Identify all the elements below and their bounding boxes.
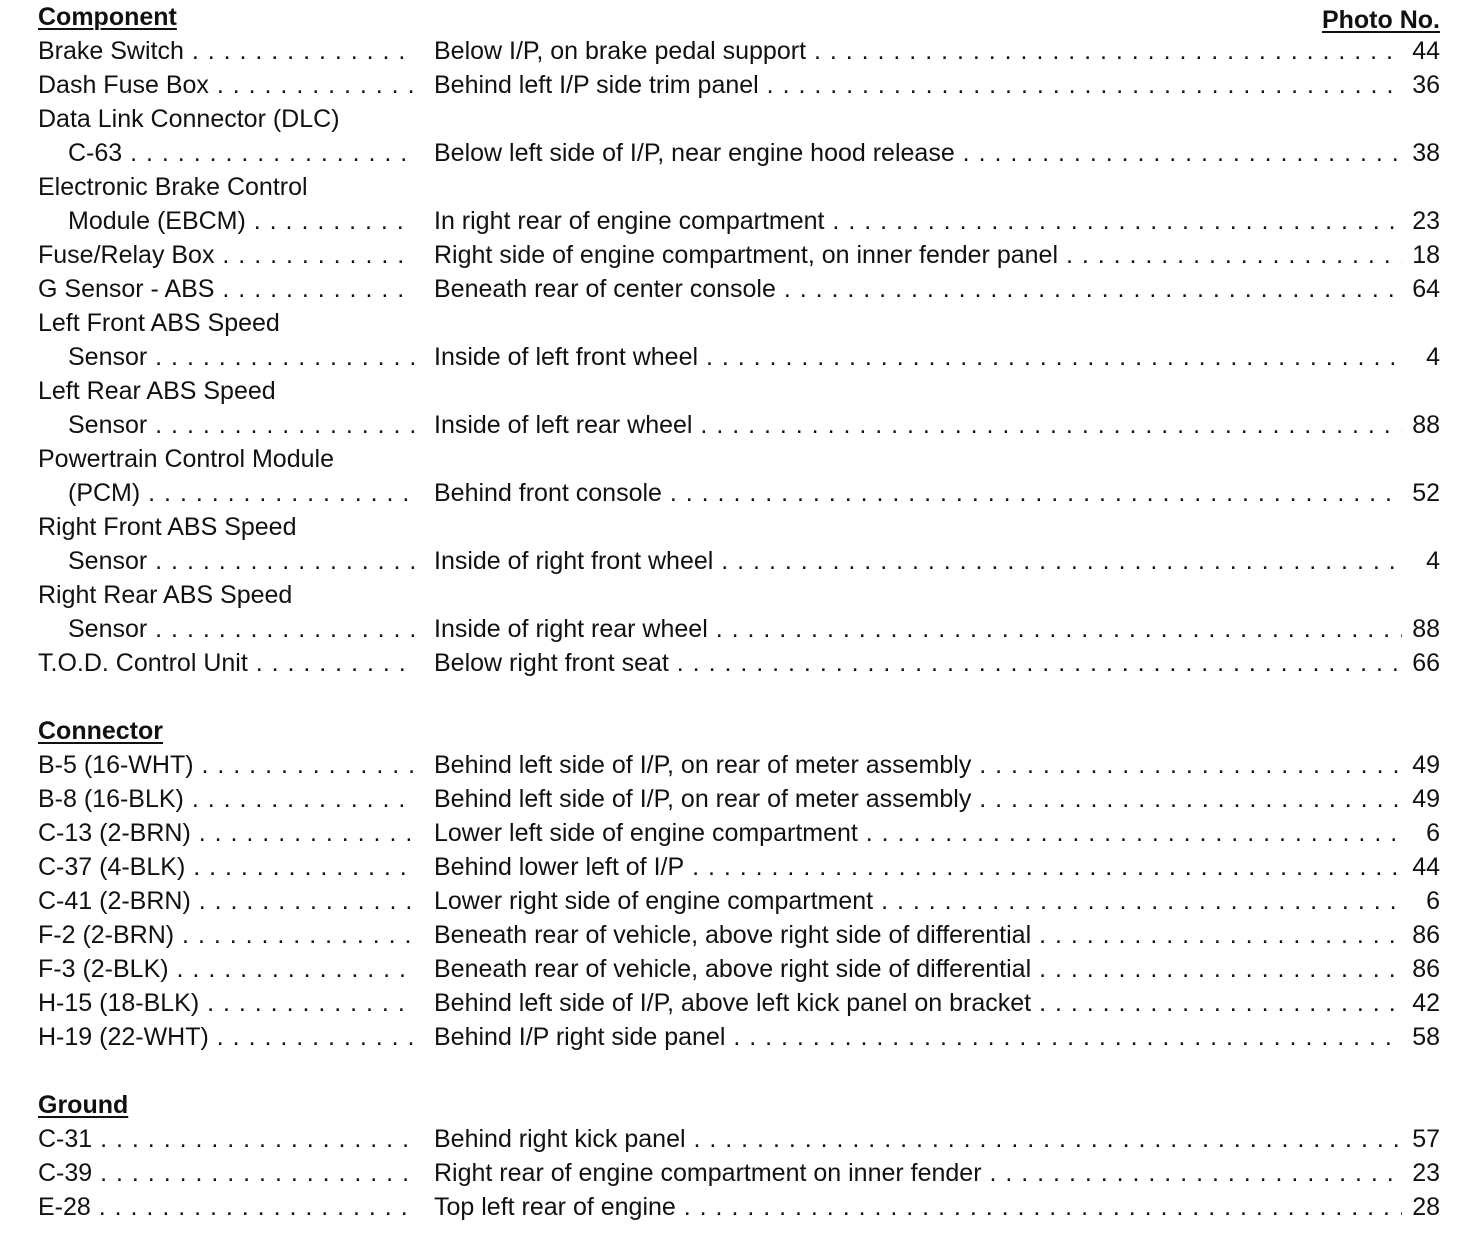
ground-location: Right rear of engine compartment on inner fender . . . (434, 1156, 1402, 1190)
photo-number: 57 (1412, 1125, 1440, 1153)
location-table (38, 0, 1440, 1242)
photo-number: 6 (1426, 819, 1440, 847)
connector-location: Beneath rear of vehicle, above right side of differential . . . (434, 918, 1402, 952)
component-name: G Sensor - ABS . . . (38, 272, 414, 306)
photo-number: 6 (1426, 887, 1440, 915)
component-location: In right rear of engine compartment . . . (434, 204, 1402, 238)
photo-number: 4 (1426, 343, 1440, 371)
photo-number: 42 (1412, 989, 1440, 1017)
component-entry (38, 272, 1440, 306)
connector-section-title: Connector (38, 717, 163, 745)
component-location: Below I/P, on brake pedal support . . . (434, 34, 1402, 68)
ground-entry (38, 1122, 1440, 1156)
connector-name: F-2 (2-BRN) . . . (38, 918, 414, 952)
component-entry (38, 238, 1440, 272)
ground-entry (38, 1156, 1440, 1190)
ground-name: E-28 . . . (38, 1190, 414, 1224)
component-location: Below right front seat . . . (434, 646, 1402, 680)
component-name-first-line: Electronic Brake Control (38, 173, 308, 201)
connector-entry (38, 850, 1440, 884)
photo-number: 86 (1412, 921, 1440, 949)
component-name-first-line: Left Rear ABS Speed (38, 377, 276, 405)
photo-number: 49 (1412, 785, 1440, 813)
component-location: Inside of left front wheel . . . (434, 340, 1402, 374)
photo-number: 4 (1426, 547, 1440, 575)
component-entry (38, 578, 1440, 646)
component-location: Inside of right rear wheel . . . (434, 612, 1402, 646)
component-location: Beneath rear of center console . . . (434, 272, 1402, 306)
component-name-first-line: Right Rear ABS Speed (38, 581, 293, 609)
component-entry (38, 374, 1440, 442)
connector-location: Behind left side of I/P, on rear of meter assembly . . . (434, 782, 1402, 816)
component-entry (38, 442, 1440, 510)
connector-name: H-15 (18-BLK) . . . (38, 986, 414, 1020)
component-entry (38, 306, 1440, 374)
connector-name: C-41 (2-BRN) . . . (38, 884, 414, 918)
component-section-title: Component (38, 3, 177, 31)
photo-number: 38 (1412, 139, 1440, 167)
component-header-row (38, 0, 1440, 34)
photo-number: 36 (1412, 71, 1440, 99)
photo-number: 23 (1412, 207, 1440, 235)
component-location: Behind front console . . . (434, 476, 1402, 510)
connector-entry (38, 782, 1440, 816)
photo-number: 28 (1412, 1193, 1440, 1221)
ground-location: Behind right kick panel . . . (434, 1122, 1402, 1156)
component-name-first-line: Data Link Connector (DLC) (38, 105, 340, 133)
component-entry (38, 170, 1440, 238)
photo-number: 88 (1412, 615, 1440, 643)
component-name: Dash Fuse Box . . . (38, 68, 414, 102)
connector-entry (38, 986, 1440, 1020)
connector-location: Behind left side of I/P, above left kick panel on bracket . . . (434, 986, 1402, 1020)
connector-location: Lower right side of engine compartment . . . (434, 884, 1402, 918)
photo-number: 88 (1412, 411, 1440, 439)
component-name: Sensor . . . (68, 340, 414, 374)
photo-number: 49 (1412, 751, 1440, 779)
connector-entry (38, 816, 1440, 850)
photo-number: 64 (1412, 275, 1440, 303)
component-entry (38, 102, 1440, 170)
component-name: Sensor . . . (68, 408, 414, 442)
connector-name: H-19 (22-WHT) . . . (38, 1020, 414, 1054)
component-name: C-63 . . . (68, 136, 414, 170)
component-entry (38, 68, 1440, 102)
component-name-first-line: Left Front ABS Speed (38, 309, 280, 337)
connector-location: Behind left side of I/P, on rear of meter assembly . . . (434, 748, 1402, 782)
component-name: Sensor . . . (68, 544, 414, 578)
component-location: Right side of engine compartment, on inner fender panel . . . (434, 238, 1402, 272)
component-entry (38, 34, 1440, 68)
ground-name: C-39 . . . (38, 1156, 414, 1190)
connector-entry (38, 918, 1440, 952)
connector-name: B-5 (16-WHT) . . . (38, 748, 414, 782)
photo-number: 44 (1412, 853, 1440, 881)
component-location: Inside of right front wheel . . . (434, 544, 1402, 578)
component-name-first-line: Powertrain Control Module (38, 445, 334, 473)
photo-number: 44 (1412, 37, 1440, 65)
component-name: Sensor . . . (68, 612, 414, 646)
ground-section-title: Ground (38, 1091, 129, 1119)
component-name: Module (EBCM) . . . (68, 204, 414, 238)
component-location: Inside of left rear wheel . . . (434, 408, 1402, 442)
ground-name: C-31 . . . (38, 1122, 414, 1156)
photo-number: 58 (1412, 1023, 1440, 1051)
ground-entry (38, 1190, 1440, 1224)
component-entry (38, 646, 1440, 680)
connector-entry (38, 1020, 1440, 1054)
photo-number: 66 (1412, 649, 1440, 677)
connector-name: F-3 (2-BLK) . . . (38, 952, 414, 986)
connector-location: Beneath rear of vehicle, above right side of differential . . . (434, 952, 1402, 986)
connector-location: Behind I/P right side panel . . . (434, 1020, 1402, 1054)
component-name: Brake Switch . . . (38, 34, 414, 68)
connector-location: Behind lower left of I/P . . . (434, 850, 1402, 884)
photo-number: 52 (1412, 479, 1440, 507)
photo-number: 23 (1412, 1159, 1440, 1187)
component-location: Behind left I/P side trim panel . . . (434, 68, 1402, 102)
component-name: (PCM) . . . (68, 476, 414, 510)
component-location: Below left side of I/P, near engine hood release . . . (434, 136, 1402, 170)
connector-entry (38, 952, 1440, 986)
connector-section (38, 714, 1440, 1054)
ground-section (38, 1088, 1440, 1224)
connector-entry (38, 748, 1440, 782)
connector-location: Lower left side of engine compartment . . . (434, 816, 1402, 850)
component-name-first-line: Right Front ABS Speed (38, 513, 297, 541)
connector-entry (38, 884, 1440, 918)
photo-number: 86 (1412, 955, 1440, 983)
component-name: Fuse/Relay Box . . . (38, 238, 414, 272)
ground-location: Top left rear of engine . . . (434, 1190, 1402, 1224)
component-name: T.O.D. Control Unit . . . (38, 646, 414, 680)
connector-name: C-37 (4-BLK) . . . (38, 850, 414, 884)
connector-name: B-8 (16-BLK) . . . (38, 782, 414, 816)
photo-number: 18 (1412, 241, 1440, 269)
photo-number-column-title: Photo No. (1321, 6, 1440, 34)
component-entry (38, 510, 1440, 578)
component-section (38, 34, 1440, 680)
connector-name: C-13 (2-BRN) . . . (38, 816, 414, 850)
